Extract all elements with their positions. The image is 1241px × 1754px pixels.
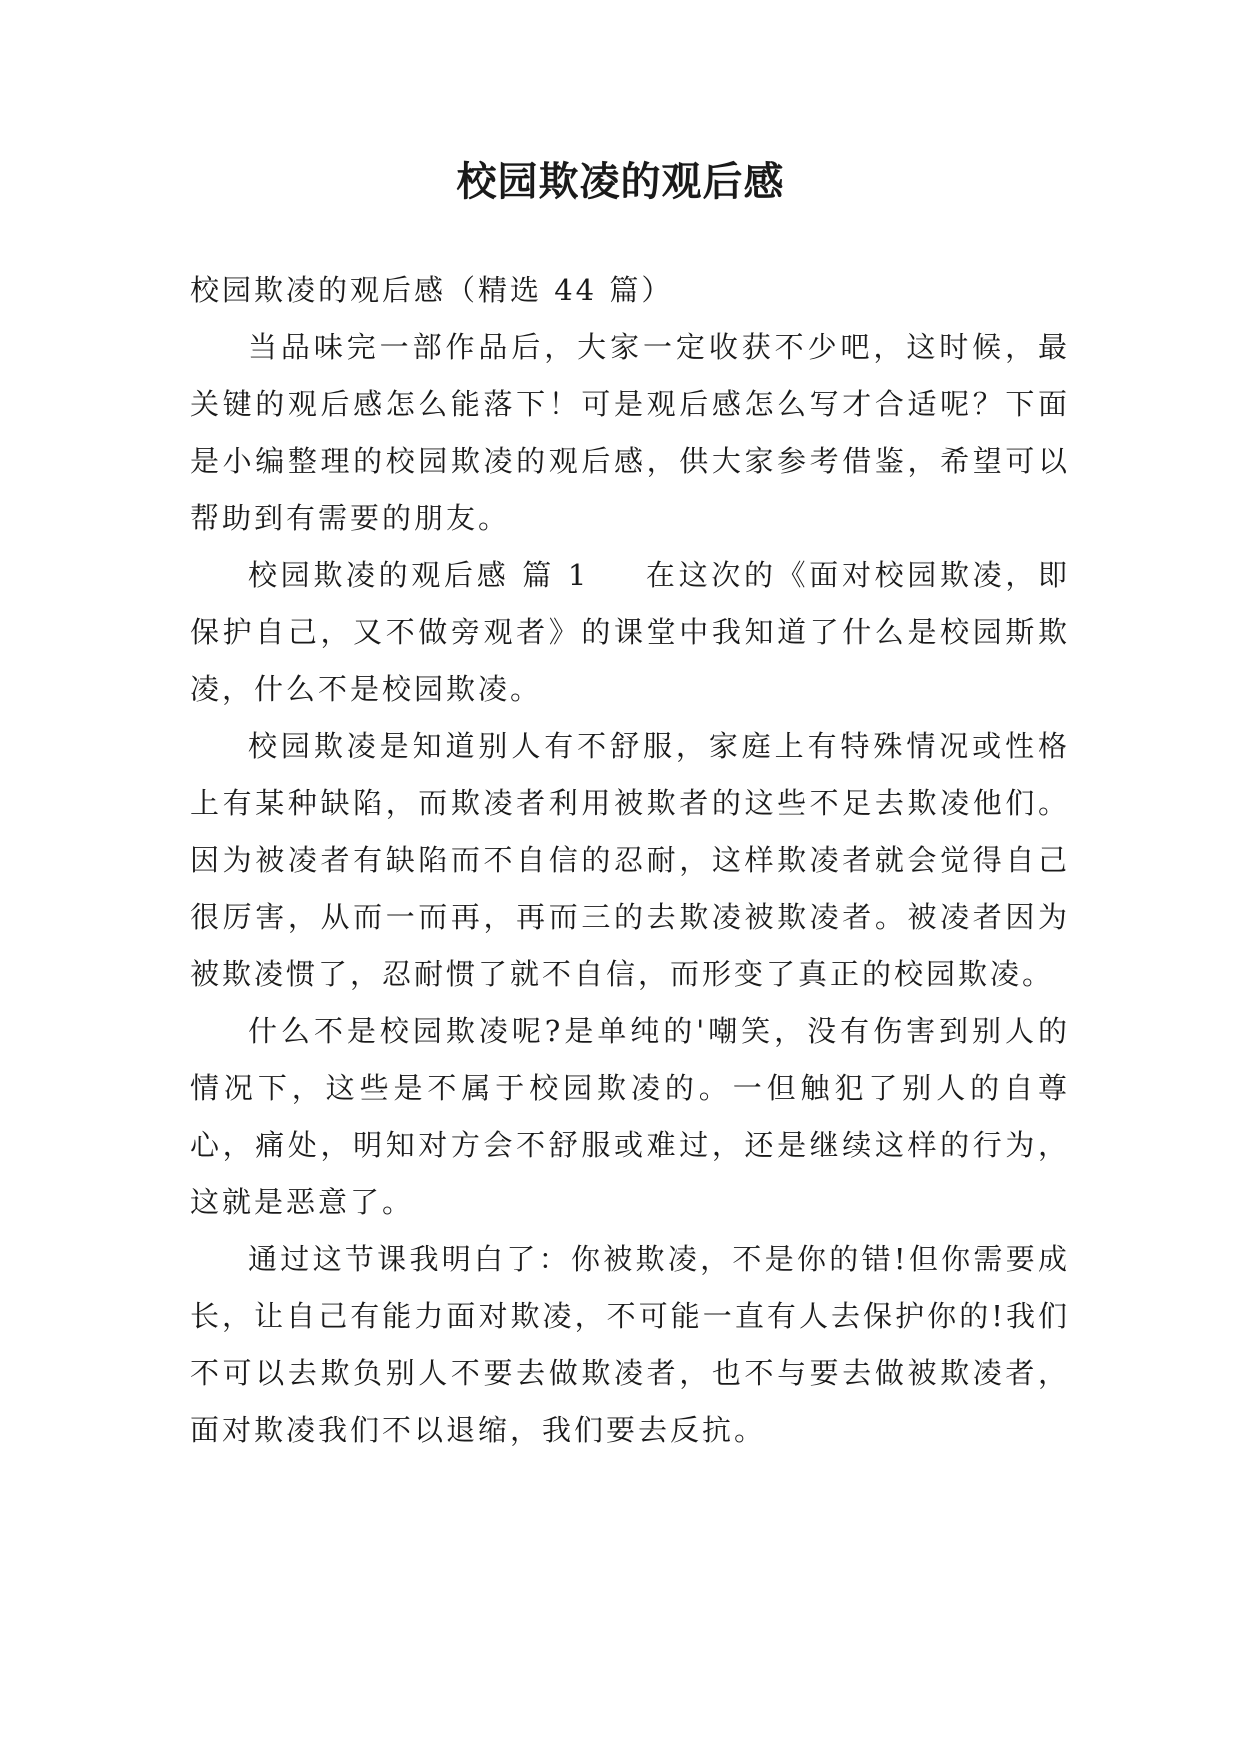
intro-paragraph: 当品味完一部作品后，大家一定收获不少吧，这时候，最关键的观后感怎么能落下！可是观后感怎么写才合适呢？下面是小编整理的校园欺凌的观后感，供大家参考借鉴，希望可以帮助到有需要的朋友。: [190, 330, 1070, 535]
body-paragraph-2: 校园欺凌是知道别人有不舒服，家庭上有特殊情况或性格上有某种缺陷，而欺凌者利用被欺者的这些不足去欺凌他们。因为被凌者有缺陷而不自信的忍耐，这样欺凌者就会觉得自己很厉害，从而一而再，再而三的去欺凌被欺凌者。被凌者因为被欺凌惯了，忍耐惯了就不自信，而形变了真正的校园欺凌。: [190, 729, 1070, 991]
body-paragraph-3: 什么不是校园欺凌呢?是单纯的'嘲笑，没有伤害到别人的情况下，这些是不属于校园欺凌的。一但触犯了别人的自尊心，痛处，明知对方会不舒服或难过，还是继续这样的行为，这就是恶意了。: [190, 1014, 1070, 1219]
section-1-heading: 校园欺凌的观后感 篇 1: [248, 558, 590, 592]
document-subtitle: 校园欺凌的观后感（精选 44 篇）: [190, 273, 674, 307]
section-1-text: 在这次的《面对校园欺凌，即保护自己，又不做旁观者》的课堂中我知道了什么是校园斯欺凌，什么不是校园欺凌。: [190, 558, 1070, 706]
body-paragraph-4: 通过这节课我明白了：你被欺凌，不是你的错!但你需要成长，让自己有能力面对欺凌，不可能一直有人去保护你的!我们不可以去欺负别人不要去做欺凌者，也不与要去做被欺凌者，面对欺凌我们不以退缩，我们要去反抗。: [190, 1242, 1070, 1447]
document-title: 校园欺凌的观后感: [456, 158, 785, 205]
document-body: [190, 262, 1070, 1459]
section-1-paragraph: [190, 547, 1070, 718]
